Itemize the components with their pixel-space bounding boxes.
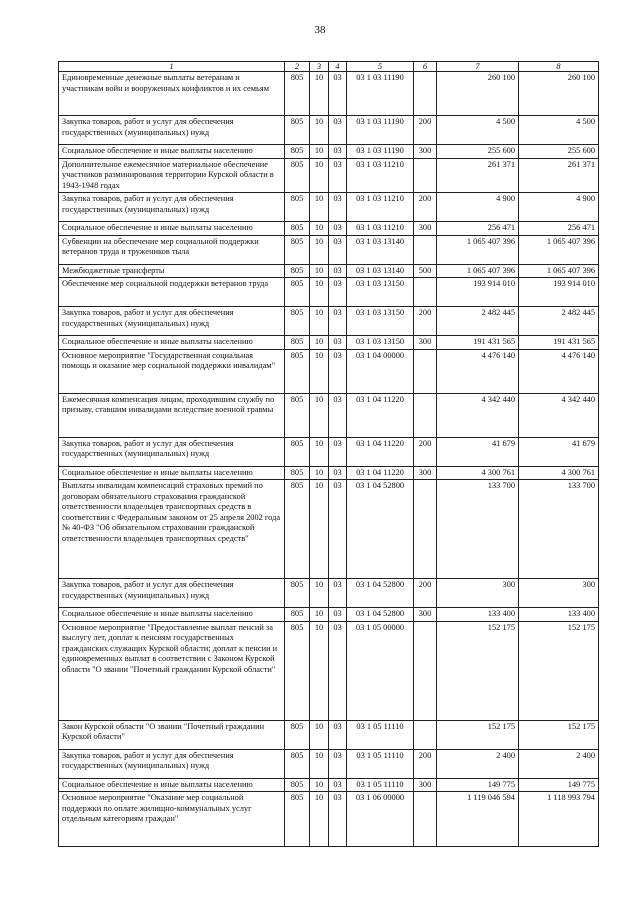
row-sum-current-cell: 4 500 xyxy=(437,116,519,145)
row-pr-cell: 03 xyxy=(329,235,347,264)
row-sum-current-cell: 193 914 010 xyxy=(437,278,519,307)
row-sum-next-cell: 2 482 445 xyxy=(519,307,599,336)
row-grbs-cell: 805 xyxy=(285,235,310,264)
row-pr-cell: 03 xyxy=(329,778,347,792)
row-grbs-cell: 805 xyxy=(285,608,310,622)
row-sum-current-cell: 1 065 407 396 xyxy=(437,235,519,264)
row-name-cell: Субвенции на обеспечение мер социальной поддержки ветеранов труда и тружеников тыла xyxy=(59,235,285,264)
row-grbs-cell: 805 xyxy=(285,720,310,749)
row-pr-cell: 03 xyxy=(329,336,347,350)
row-csr-cell: 03 1 04 11220 xyxy=(347,393,414,437)
row-vr-cell: 300 xyxy=(414,222,437,236)
row-vr-cell xyxy=(414,278,437,307)
table-row xyxy=(59,307,599,336)
row-csr-cell: 03 1 03 13150 xyxy=(347,307,414,336)
row-sum-current-cell: 261 371 xyxy=(437,158,519,193)
row-pr-cell: 03 xyxy=(329,621,347,720)
row-sum-current-cell: 4 342 440 xyxy=(437,393,519,437)
row-vr-cell xyxy=(414,158,437,193)
row-sum-next-cell: 260 100 xyxy=(519,72,599,116)
row-sum-current-cell: 4 476 140 xyxy=(437,349,519,393)
table-row xyxy=(59,749,599,778)
row-sum-next-cell: 4 300 761 xyxy=(519,466,599,480)
row-vr-cell: 200 xyxy=(414,437,437,466)
row-sum-current-cell: 255 600 xyxy=(437,145,519,159)
row-name-cell: Социальное обеспечение и иные выплаты населению xyxy=(59,466,285,480)
row-grbs-cell: 805 xyxy=(285,72,310,116)
row-vr-cell: 300 xyxy=(414,336,437,350)
row-vr-cell: 200 xyxy=(414,193,437,222)
row-sum-next-cell: 152 175 xyxy=(519,720,599,749)
row-pr-cell: 03 xyxy=(329,307,347,336)
header-col-2: 2 xyxy=(285,62,310,72)
row-csr-cell: 03 1 04 52800 xyxy=(347,579,414,608)
row-csr-cell: 03 1 05 11110 xyxy=(347,749,414,778)
row-vr-cell: 300 xyxy=(414,466,437,480)
row-pr-cell: 03 xyxy=(329,579,347,608)
row-sum-next-cell: 4 476 140 xyxy=(519,349,599,393)
row-csr-cell: 03 1 06 00000 xyxy=(347,792,414,847)
header-col-8: 8 xyxy=(519,62,599,72)
row-grbs-cell: 805 xyxy=(285,278,310,307)
row-name-cell: Социальное обеспечение и иные выплаты населению xyxy=(59,145,285,159)
row-rz-cell: 10 xyxy=(310,720,329,749)
row-grbs-cell: 805 xyxy=(285,437,310,466)
table-row xyxy=(59,349,599,393)
table-row xyxy=(59,222,599,236)
table-row xyxy=(59,720,599,749)
row-sum-next-cell: 149 775 xyxy=(519,778,599,792)
row-sum-current-cell: 133 400 xyxy=(437,608,519,622)
row-rz-cell: 10 xyxy=(310,778,329,792)
row-rz-cell: 10 xyxy=(310,579,329,608)
row-grbs-cell: 805 xyxy=(285,145,310,159)
row-csr-cell: 03 1 03 11210 xyxy=(347,158,414,193)
table-row xyxy=(59,278,599,307)
row-vr-cell xyxy=(414,792,437,847)
row-pr-cell: 03 xyxy=(329,720,347,749)
row-grbs-cell: 805 xyxy=(285,393,310,437)
row-pr-cell: 03 xyxy=(329,264,347,278)
row-rz-cell: 10 xyxy=(310,222,329,236)
row-pr-cell: 03 xyxy=(329,480,347,579)
row-csr-cell: 03 1 04 52800 xyxy=(347,608,414,622)
row-sum-next-cell: 4 500 xyxy=(519,116,599,145)
row-pr-cell: 03 xyxy=(329,466,347,480)
row-pr-cell: 03 xyxy=(329,349,347,393)
row-pr-cell: 03 xyxy=(329,278,347,307)
row-vr-cell xyxy=(414,621,437,720)
row-csr-cell: 03 1 03 11210 xyxy=(347,222,414,236)
row-csr-cell: 03 1 05 11110 xyxy=(347,778,414,792)
row-vr-cell: 200 xyxy=(414,116,437,145)
row-grbs-cell: 805 xyxy=(285,579,310,608)
row-name-cell: Закупка товаров, работ и услуг для обеспечения государственных (муниципальных) нужд xyxy=(59,193,285,222)
row-csr-cell: 03 1 03 13150 xyxy=(347,336,414,350)
row-vr-cell xyxy=(414,393,437,437)
table-row xyxy=(59,621,599,720)
row-name-cell: Социальное обеспечение и иные выплаты населению xyxy=(59,222,285,236)
row-pr-cell: 03 xyxy=(329,608,347,622)
row-name-cell: Межбюджетные трансферты xyxy=(59,264,285,278)
row-csr-cell: 03 1 04 11220 xyxy=(347,466,414,480)
table-row xyxy=(59,608,599,622)
row-vr-cell: 200 xyxy=(414,749,437,778)
row-rz-cell: 10 xyxy=(310,116,329,145)
row-csr-cell: 03 1 05 11110 xyxy=(347,720,414,749)
row-csr-cell: 03 1 04 11220 xyxy=(347,437,414,466)
row-name-cell: Социальное обеспечение и иные выплаты населению xyxy=(59,778,285,792)
row-pr-cell: 03 xyxy=(329,158,347,193)
row-sum-current-cell: 1 065 407 396 xyxy=(437,264,519,278)
row-pr-cell: 03 xyxy=(329,145,347,159)
row-pr-cell: 03 xyxy=(329,749,347,778)
row-grbs-cell: 805 xyxy=(285,264,310,278)
row-rz-cell: 10 xyxy=(310,437,329,466)
row-grbs-cell: 805 xyxy=(285,193,310,222)
row-rz-cell: 10 xyxy=(310,235,329,264)
row-rz-cell: 10 xyxy=(310,158,329,193)
row-sum-current-cell: 4 900 xyxy=(437,193,519,222)
row-name-cell: Дополнительное ежемесячное материальное обеспечение участников разминирования территории Курской области в 1943-1948 годах xyxy=(59,158,285,193)
row-sum-current-cell: 256 471 xyxy=(437,222,519,236)
header-col-7: 7 xyxy=(437,62,519,72)
row-csr-cell: 03 1 03 11190 xyxy=(347,145,414,159)
row-vr-cell xyxy=(414,720,437,749)
table-row xyxy=(59,264,599,278)
row-pr-cell: 03 xyxy=(329,193,347,222)
row-name-cell: Закупка товаров, работ и услуг для обеспечения государственных (муниципальных) нужд xyxy=(59,116,285,145)
row-csr-cell: 03 1 03 13140 xyxy=(347,235,414,264)
row-name-cell: Выплаты инвалидам компенсаций страховых премий по договорам обязательного страхования гражданской ответственности владельцев транспортных средств в соответствии с Федеральным законом от 25 апреля 2002 года № 40-ФЗ "Об обязательном страховании гражданской ответственности владельцев транспортных средств" xyxy=(59,480,285,579)
row-name-cell: Социальное обеспечение и иные выплаты населению xyxy=(59,608,285,622)
row-sum-next-cell: 1 118 993 794 xyxy=(519,792,599,847)
header-col-6: 6 xyxy=(414,62,437,72)
row-name-cell: Основное мероприятие "Оказание мер социальной поддержки по оплате жилищно-коммунальных услуг отдельным категориям граждан" xyxy=(59,792,285,847)
row-csr-cell: 03 1 03 13150 xyxy=(347,278,414,307)
row-grbs-cell: 805 xyxy=(285,222,310,236)
row-grbs-cell: 805 xyxy=(285,480,310,579)
row-rz-cell: 10 xyxy=(310,749,329,778)
row-name-cell: Основное мероприятие "Предоставление выплат пенсий за выслугу лет, доплат к пенсиям государственных гражданских служащих Курской области; доплат к пенсии и единовременных выплат в соответствии с Законом Курской области "О звании "Почетный гражданин Курской области" xyxy=(59,621,285,720)
table-row xyxy=(59,235,599,264)
row-grbs-cell: 805 xyxy=(285,792,310,847)
row-vr-cell: 200 xyxy=(414,307,437,336)
table-row xyxy=(59,437,599,466)
row-sum-current-cell: 191 431 565 xyxy=(437,336,519,350)
row-vr-cell xyxy=(414,349,437,393)
row-grbs-cell: 805 xyxy=(285,158,310,193)
row-pr-cell: 03 xyxy=(329,792,347,847)
table-row xyxy=(59,158,599,193)
table-row xyxy=(59,72,599,116)
table-row xyxy=(59,116,599,145)
row-rz-cell: 10 xyxy=(310,792,329,847)
row-sum-next-cell: 4 900 xyxy=(519,193,599,222)
row-sum-next-cell: 1 065 407 396 xyxy=(519,264,599,278)
row-rz-cell: 10 xyxy=(310,72,329,116)
row-grbs-cell: 805 xyxy=(285,116,310,145)
row-sum-current-cell: 2 400 xyxy=(437,749,519,778)
row-sum-next-cell: 133 700 xyxy=(519,480,599,579)
header-col-5: 5 xyxy=(347,62,414,72)
row-vr-cell xyxy=(414,72,437,116)
row-pr-cell: 03 xyxy=(329,393,347,437)
row-sum-current-cell: 300 xyxy=(437,579,519,608)
row-csr-cell: 03 1 04 00000 xyxy=(347,349,414,393)
row-rz-cell: 10 xyxy=(310,466,329,480)
row-sum-current-cell: 4 300 761 xyxy=(437,466,519,480)
row-rz-cell: 10 xyxy=(310,349,329,393)
row-sum-next-cell: 41 679 xyxy=(519,437,599,466)
row-rz-cell: 10 xyxy=(310,278,329,307)
row-grbs-cell: 805 xyxy=(285,466,310,480)
row-sum-current-cell: 1 119 046 594 xyxy=(437,792,519,847)
row-vr-cell: 300 xyxy=(414,778,437,792)
row-vr-cell: 500 xyxy=(414,264,437,278)
row-rz-cell: 10 xyxy=(310,393,329,437)
table-row xyxy=(59,145,599,159)
row-vr-cell: 300 xyxy=(414,145,437,159)
row-rz-cell: 10 xyxy=(310,307,329,336)
table-row xyxy=(59,336,599,350)
row-rz-cell: 10 xyxy=(310,621,329,720)
row-sum-next-cell: 193 914 010 xyxy=(519,278,599,307)
table-row xyxy=(59,393,599,437)
row-name-cell: Ежемесячная компенсация лицам, проходившим службу по призыву, ставшим инвалидами вследствие военной травмы xyxy=(59,393,285,437)
row-sum-next-cell: 152 175 xyxy=(519,621,599,720)
row-sum-next-cell: 255 600 xyxy=(519,145,599,159)
row-sum-current-cell: 152 175 xyxy=(437,720,519,749)
row-csr-cell: 03 1 03 13140 xyxy=(347,264,414,278)
row-vr-cell xyxy=(414,235,437,264)
row-sum-next-cell: 2 400 xyxy=(519,749,599,778)
header-col-3: 3 xyxy=(310,62,329,72)
row-grbs-cell: 805 xyxy=(285,336,310,350)
table-body xyxy=(59,72,599,847)
header-col-1: 1 xyxy=(59,62,285,72)
row-name-cell: Закупка товаров, работ и услуг для обеспечения государственных (муниципальных) нужд xyxy=(59,437,285,466)
row-vr-cell: 200 xyxy=(414,579,437,608)
table-row xyxy=(59,193,599,222)
row-pr-cell: 03 xyxy=(329,72,347,116)
page-number: 38 xyxy=(314,24,326,36)
row-vr-cell: 300 xyxy=(414,608,437,622)
row-csr-cell: 03 1 03 11190 xyxy=(347,116,414,145)
row-sum-next-cell: 133 400 xyxy=(519,608,599,622)
row-sum-current-cell: 41 679 xyxy=(437,437,519,466)
row-vr-cell xyxy=(414,480,437,579)
row-rz-cell: 10 xyxy=(310,264,329,278)
header-col-4: 4 xyxy=(329,62,347,72)
row-sum-next-cell: 4 342 440 xyxy=(519,393,599,437)
row-sum-current-cell: 149 775 xyxy=(437,778,519,792)
budget-table xyxy=(58,61,599,847)
row-sum-next-cell: 261 371 xyxy=(519,158,599,193)
row-grbs-cell: 805 xyxy=(285,349,310,393)
row-csr-cell: 03 1 03 11210 xyxy=(347,193,414,222)
table-row xyxy=(59,778,599,792)
row-rz-cell: 10 xyxy=(310,145,329,159)
table-row xyxy=(59,792,599,847)
row-sum-current-cell: 2 482 445 xyxy=(437,307,519,336)
row-name-cell: Основное мероприятие "Государственная социальная помощь и оказание мер социальной поддержки инвалидам" xyxy=(59,349,285,393)
table-row xyxy=(59,466,599,480)
row-rz-cell: 10 xyxy=(310,336,329,350)
row-name-cell: Единовременные денежные выплаты ветеранам и участникам войн и вооруженных конфликтов и их семьям xyxy=(59,72,285,116)
row-pr-cell: 03 xyxy=(329,437,347,466)
row-name-cell: Социальное обеспечение и иные выплаты населению xyxy=(59,336,285,350)
table-row xyxy=(59,579,599,608)
row-csr-cell: 03 1 04 52800 xyxy=(347,480,414,579)
row-rz-cell: 10 xyxy=(310,193,329,222)
row-sum-next-cell: 1 065 407 396 xyxy=(519,235,599,264)
row-name-cell: Закупка товаров, работ и услуг для обеспечения государственных (муниципальных) нужд xyxy=(59,579,285,608)
row-sum-next-cell: 300 xyxy=(519,579,599,608)
row-pr-cell: 03 xyxy=(329,222,347,236)
row-rz-cell: 10 xyxy=(310,608,329,622)
row-grbs-cell: 805 xyxy=(285,307,310,336)
row-sum-current-cell: 260 100 xyxy=(437,72,519,116)
row-name-cell: Закупка товаров, работ и услуг для обеспечения государственных (муниципальных) нужд xyxy=(59,307,285,336)
row-name-cell: Закупка товаров, работ и услуг для обеспечения государственных (муниципальных) нужд xyxy=(59,749,285,778)
row-name-cell: Обеспечение мер социальной поддержки ветеранов труда xyxy=(59,278,285,307)
row-grbs-cell: 805 xyxy=(285,621,310,720)
table-row xyxy=(59,480,599,579)
row-sum-next-cell: 191 431 565 xyxy=(519,336,599,350)
row-grbs-cell: 805 xyxy=(285,749,310,778)
row-rz-cell: 10 xyxy=(310,480,329,579)
row-sum-next-cell: 256 471 xyxy=(519,222,599,236)
row-sum-current-cell: 152 175 xyxy=(437,621,519,720)
row-name-cell: Закон Курской области "О звании "Почетный гражданин Курской области" xyxy=(59,720,285,749)
row-grbs-cell: 805 xyxy=(285,778,310,792)
row-pr-cell: 03 xyxy=(329,116,347,145)
row-sum-current-cell: 133 700 xyxy=(437,480,519,579)
row-csr-cell: 03 1 05 00000 xyxy=(347,621,414,720)
row-csr-cell: 03 1 03 11190 xyxy=(347,72,414,116)
header-row xyxy=(59,62,599,72)
